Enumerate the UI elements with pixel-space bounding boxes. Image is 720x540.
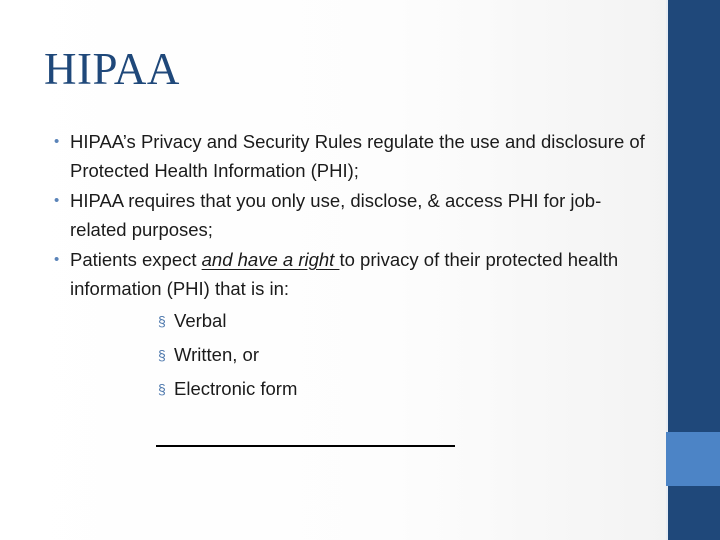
section-bullet-icon: § xyxy=(158,347,166,363)
bullet-list xyxy=(44,127,654,406)
section-bullet-icon: § xyxy=(158,381,166,397)
format-list xyxy=(44,304,654,406)
bullet-item-2 xyxy=(44,186,654,244)
format-item-written xyxy=(44,338,654,372)
bullet-item-3 xyxy=(44,245,654,303)
format-label: Verbal xyxy=(174,310,227,331)
bullet-text-3-suffix: to privacy of their protected health information (PHI) that is in: xyxy=(70,249,619,299)
format-label: Electronic form xyxy=(174,378,298,399)
bullet-icon: • xyxy=(54,251,60,268)
bullet-item-1 xyxy=(44,127,654,185)
bullet-text-1: HIPAA’s Privacy and Security Rules regulate the use and disclosure of Protected Health Information (PHI); xyxy=(70,131,645,181)
slide-title: HIPAA xyxy=(44,44,180,94)
format-item-verbal xyxy=(44,304,654,338)
bullet-text-3-emphasis: and have a right xyxy=(201,249,340,270)
bullet-icon: • xyxy=(54,133,60,150)
bullet-icon: • xyxy=(54,192,60,209)
bullet-text-2: HIPAA requires that you only use, disclose, & access PHI for job-related purposes; xyxy=(70,190,602,240)
format-label: Written, or xyxy=(174,344,259,365)
format-item-electronic xyxy=(44,372,654,406)
signature-line xyxy=(156,445,455,447)
sidebar-decoration xyxy=(666,0,720,540)
section-bullet-icon: § xyxy=(158,313,166,329)
sidebar-accent-block xyxy=(666,432,720,486)
bullet-text-3-prefix: Patients expect xyxy=(70,249,202,270)
